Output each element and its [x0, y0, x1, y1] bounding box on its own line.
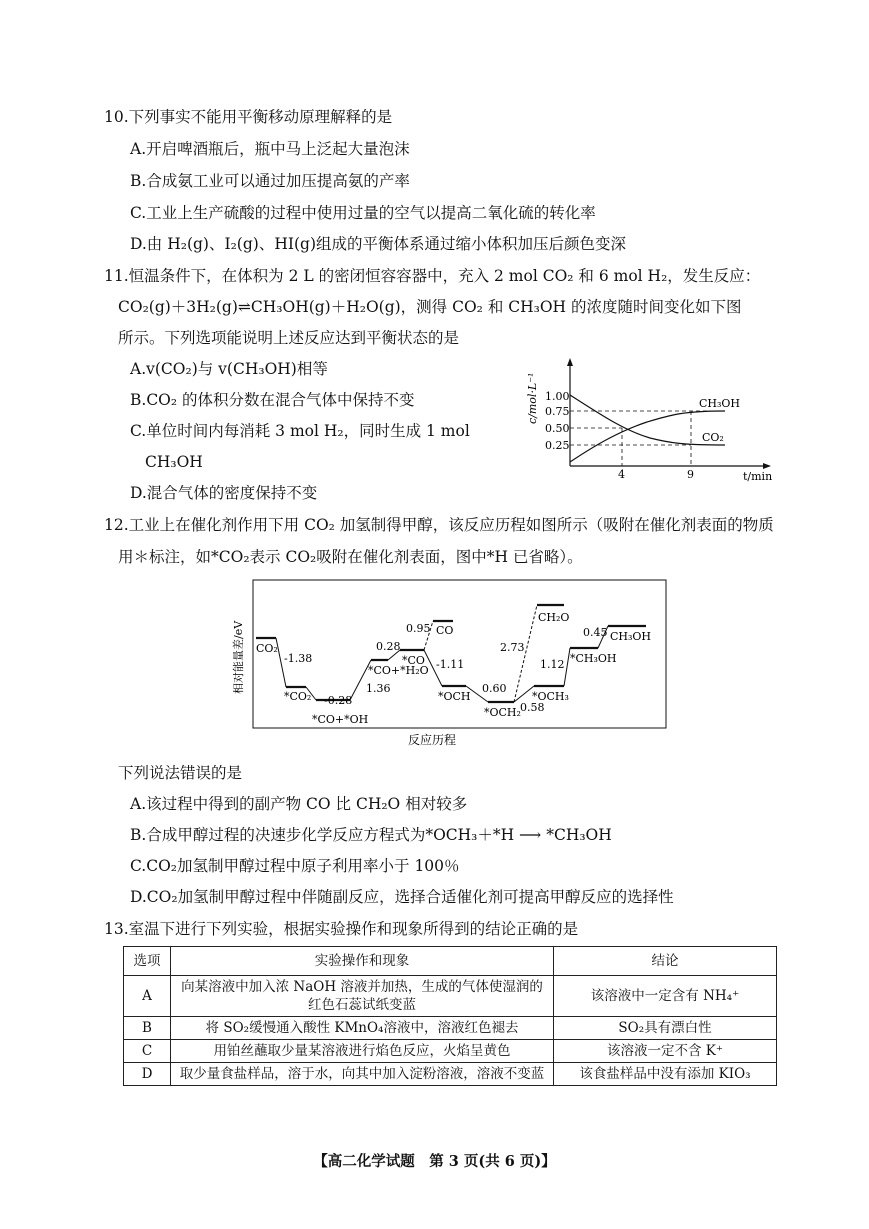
value-4: 0.28	[376, 640, 401, 653]
q10-option-b: B.合成氨工业可以通过加压提高氨的产率	[130, 172, 410, 190]
value-8: 2.73	[500, 641, 525, 654]
q12-option-c: C.CO₂加氢制甲醇过程中原子利用率小于 100％	[130, 857, 460, 875]
operation-text-cont: 红色石蕊试纸变蓝	[308, 997, 416, 1013]
species-och3: *OCH₃	[532, 690, 569, 703]
graph-label-co2: CO₂	[702, 431, 724, 444]
table-row	[124, 1063, 777, 1086]
q11-option-c1: C.单位时间内每消耗 3 mol H₂，同时生成 1 mol	[130, 422, 470, 440]
q11-option-d: D.混合气体的密度保持不变	[130, 484, 318, 502]
row-conclusion: 该溶液中一定含有 NH₄⁺	[554, 976, 777, 1017]
header-operation: 实验操作和现象	[171, 947, 554, 976]
q12-stem-line2: 用＊标注，如*CO₂表示 CO₂吸附在催化剂表面，图中*H 已省略）。	[118, 548, 583, 566]
species-ads-co2: *CO₂	[284, 690, 312, 703]
header-option: 选项	[124, 947, 171, 976]
diagram-xlabel: 反应历程	[408, 733, 457, 747]
energy-diagram	[228, 576, 668, 751]
row-option: C	[124, 1040, 171, 1063]
operation-text: 向某溶液中加入浓 NaOH 溶液并加热，生成的气体使湿润的	[181, 979, 543, 995]
row-conclusion: 该溶液一定不含 K⁺	[554, 1040, 777, 1063]
page-footer: 【高二化学试题 第 3 页(共 6 页)】	[313, 1153, 556, 1170]
species-ads-ch3oh: *CH₃OH	[570, 652, 617, 665]
species-ads-co: *CO	[402, 654, 425, 667]
q12-option-b: B.合成甲醇过程的决速步化学反应方程式为*OCH₃＋*H ⟶ *CH₃OH	[130, 826, 612, 844]
q10-option-c: C.工业上生产硫酸的过程中使用过量的空气以提高二氧化硫的转化率	[130, 204, 596, 222]
q11-stem-line2: CO₂(g)＋3H₂(g)⇌CH₃OH(g)＋H₂O(g)，测得 CO₂ 和 CH₃OH 的浓度随时间变化如下图	[118, 298, 742, 316]
q12-prompt: 下列说法错误的是	[118, 764, 243, 782]
q11-stem-line3: 所示。下列选项能说明上述反应达到平衡状态的是	[118, 329, 460, 347]
diagram-ylabel: 相对能量差/eV	[232, 620, 245, 694]
row-conclusion: 该食盐样品中没有添加 KIO₃	[554, 1063, 777, 1086]
q12-option-a: A.该过程中得到的副产物 CO 比 CH₂O 相对较多	[130, 795, 468, 813]
value-11: 0.45	[583, 626, 608, 639]
row-conclusion: SO₂具有漂白性	[554, 1017, 777, 1040]
table-row	[124, 1017, 777, 1040]
value-9: 0.58	[520, 701, 545, 714]
q11-option-a: A.v(CO₂)与 v(CH₃OH)相等	[130, 360, 328, 378]
value-5: 0.95	[406, 622, 431, 635]
species-och2: *OCH₂	[484, 706, 521, 719]
graph-xtick-4: 4	[618, 468, 625, 481]
species-co-gas: CO	[436, 624, 454, 637]
value-10: 1.12	[540, 658, 565, 671]
table-row	[124, 1040, 777, 1063]
graph-label-ch3oh: CH₃OH	[699, 397, 741, 410]
species-co-h2o: *CO+*H₂O	[368, 664, 429, 677]
species-och: *OCH	[438, 690, 471, 703]
concentration-graph	[515, 352, 780, 487]
value-7: 0.60	[482, 682, 507, 695]
q12-stem-line1: 12.工业上在催化剂作用下用 CO₂ 加氢制得甲醇，该反应历程如图所示（吸附在催化剂表面的物质	[104, 516, 774, 534]
graph-ytick-1: 1.00	[545, 390, 570, 403]
graph-ytick-2: 0.75	[545, 405, 570, 418]
row-operation	[171, 976, 554, 1017]
species-co-oh: *CO+*OH	[312, 713, 369, 726]
graph-xlabel: t/min	[743, 470, 773, 483]
header-conclusion: 结论	[554, 947, 777, 976]
q10-option-d: D.由 H₂(g)、I₂(g)、HI(g)组成的平衡体系通过缩小体积加压后颜色变深	[130, 235, 626, 253]
graph-ytick-3: 0.50	[545, 422, 570, 435]
table-row	[124, 976, 777, 1017]
row-option: D	[124, 1063, 171, 1086]
species-ch3oh: CH₃OH	[610, 630, 652, 643]
value-3: 1.36	[366, 682, 391, 695]
species-ch2o: CH₂O	[538, 611, 570, 624]
q11-option-b: B.CO₂ 的体积分数在混合气体中保持不变	[130, 391, 415, 409]
value-1: -1.38	[284, 652, 313, 665]
row-operation: 取少量食盐样品，溶于水，向其中加入淀粉溶液，溶液不变蓝	[171, 1063, 554, 1086]
q11-stem-line1: 11.恒温条件下，在体积为 2 L 的密闭恒容容器中，充入 2 mol CO₂ 和 6 mol H₂，发生反应：	[104, 267, 761, 285]
experiment-table	[123, 946, 777, 1086]
species-co2: CO₂	[256, 642, 278, 655]
graph-ylabel: c/mol·L⁻¹	[526, 372, 539, 424]
q12-option-d: D.CO₂加氢制甲醇过程中伴随副反应，选择合适催化剂可提高甲醇反应的选择性	[130, 888, 674, 906]
q10-option-a: A.开启啤酒瓶后，瓶中马上泛起大量泡沫	[130, 140, 410, 158]
q10-stem: 10.下列事实不能用平衡移动原理解释的是	[104, 108, 393, 126]
row-option: A	[124, 976, 171, 1017]
graph-ytick-4: 0.25	[545, 439, 570, 452]
value-2: -0.28	[324, 694, 353, 707]
row-operation: 用铂丝蘸取少量某溶液进行焰色反应，火焰呈黄色	[171, 1040, 554, 1063]
row-operation: 将 SO₂缓慢通入酸性 KMnO₄溶液中，溶液红色褪去	[171, 1017, 554, 1040]
q11-option-c2: CH₃OH	[145, 453, 203, 471]
q13-stem: 13.室温下进行下列实验，根据实验操作和现象所得到的结论正确的是	[104, 920, 579, 938]
value-6: -1.11	[436, 658, 465, 671]
table-header-row	[124, 947, 777, 976]
row-option: B	[124, 1017, 171, 1040]
graph-xtick-9: 9	[687, 468, 694, 481]
